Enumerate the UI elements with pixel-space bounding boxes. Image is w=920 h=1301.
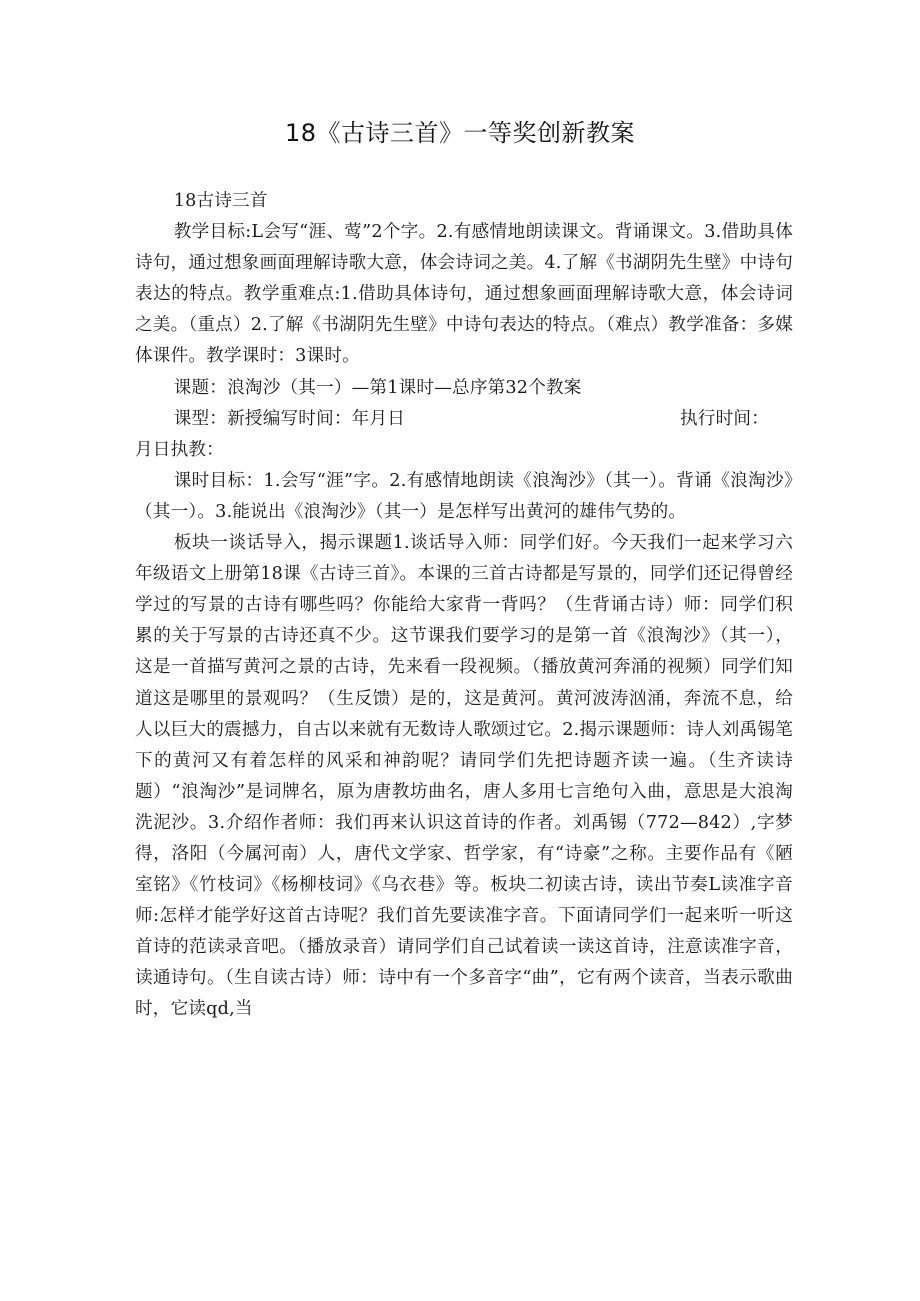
lesson-procedure-paragraph: 板块一谈话导入，揭示课题1.谈话导入师：同学们好。今天我们一起来学习六年级语文上册第18课《古诗三首》。本课的三首古诗都是写景的，同学们还记得曾经学过的写景的古诗有哪些吗？你能给大家背一背吗？（生背诵古诗）师：同学们积累的关于写景的古诗还真不少。这节课我们要学习的是第一首《浪淘沙》（其一），这是一首描写黄河之景的古诗，先来看一段视频。（播放黄河奔涌的视频）同学们知道这是哪里的景观吗？（生反馈）是的，这是黄河。黄河波涛汹涌，奔流不息，给人以巨大的震撼力，自古以来就有无数诗人歌颂过它。2.揭示课题师：诗人刘禹锡笔下的黄河又有着怎样的风采和神韵呢？请同学们先把诗题齐读一遍。（生齐读诗题）“浪淘沙”是词牌名，原为唐教坊曲名，唐人多用七言绝句入曲，意思是大浪淘洗泥沙。3.介绍作者师：我们再来认识这首诗的作者。刘禹锡（772—842）,字梦得，洛阳（今属河南）人，唐代文学家、哲学家，有“诗豪”之称。主要作品有《陋室铭》《竹枝词》《杨柳枝词》《乌衣巷》等。板块二初读古诗，读出节奏L读准字音师:怎样才能学好这首古诗呢？我们首先要读准字音。下面请同学们一起来听一听这首诗的范读录音吧。（播放录音）请同学们自己试着读一读这首诗，注意读准字音，读通诗句。（生自读古诗）师：诗中有一个多音字“曲”，它有两个读音，当表示歌曲时，它读qd,当 [135,533,793,1020]
section-heading: 18古诗三首 [173,191,268,211]
teaching-objectives-paragraph: 教学目标:L会写“涯、莺”2个字。2.有感情地朗读课文。背诵课文。3.借助具体诗句，通过想象画面理解诗歌大意，体会诗词之美。4.了解《书湖阴先生壁》中诗句表达的特点。教学重难点:1.借助具体诗句，通过想象画面理解诗歌大意，体会诗词之美。（重点）2.了解《书湖阴先生壁》中诗句表达的特点。（难点）教学准备：多媒体课件。教学课时：3课时。 [135,222,793,367]
document-title: 18《古诗三首》一等奖创新教案 [284,119,636,147]
lesson-objectives-paragraph: 课时目标：1.会写“涯”字。2.有感情地朗读《浪淘沙》（其一）。背诵《浪淘沙》（其一）。3.能说出《浪淘沙》（其一）是怎样写出黄河的雄伟气势的。 [135,470,793,522]
lesson-meta-line [135,404,793,435]
lesson-meta-continuation: 月日执教： [135,439,224,460]
document-body [135,186,793,1026]
execution-time-label: 执行时间： [680,408,769,429]
lesson-type-and-date: 课型：新授编写时间：年月日 [173,408,406,429]
lesson-topic-paragraph: 课题：浪淘沙（其一）—第1课时—总序第32个教案 [173,377,582,398]
